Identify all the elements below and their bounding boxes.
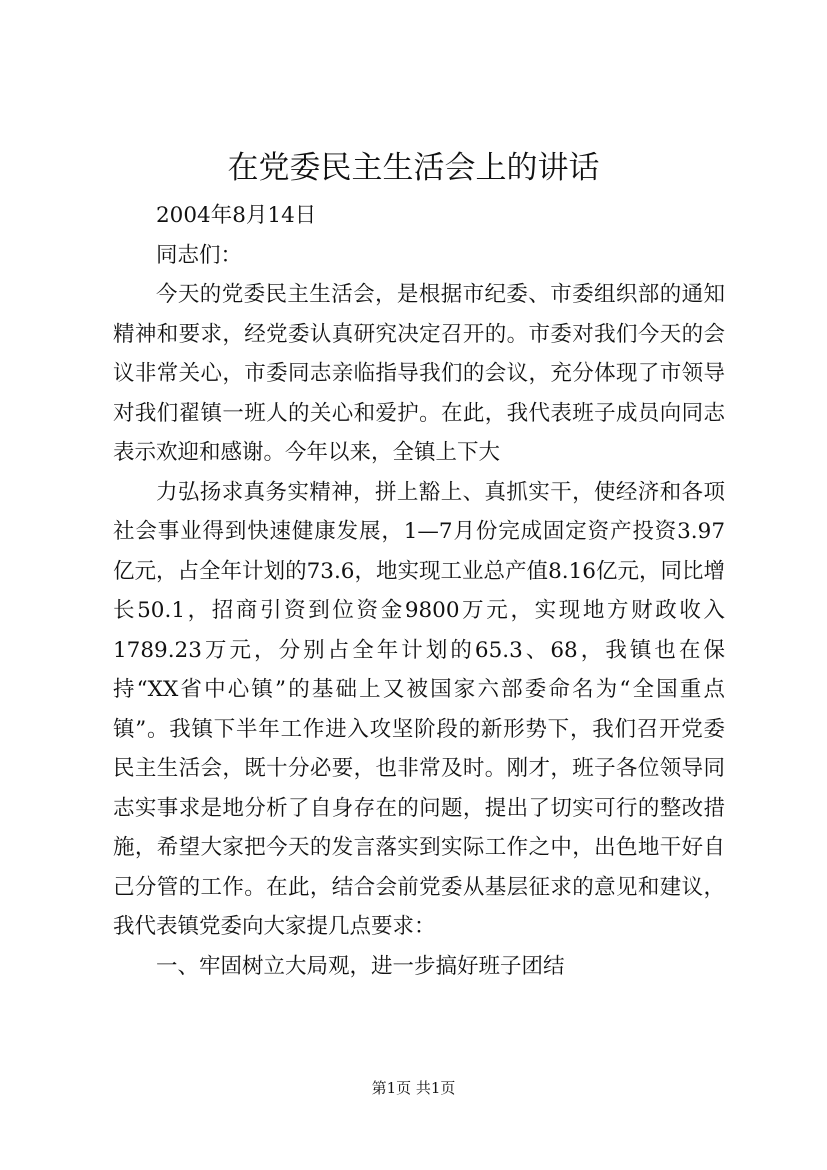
document-date: 2004年8月14日 — [156, 203, 317, 228]
paragraph: 力弘扬求真务实精神，拼上豁上、真抓实干，使经济和各项社会事业得到快速健康发展，1—7月份完成固定资产投资3.97亿元，占全年计划的73.6，地实现工业总产值8.16亿元，同比增长50.1，招商引资到位资金9800万元，实现地方财政收入1789.23万元，分别占全年计划的65.3、68，我镇也在保持“XX省中心镇”的基础上又被国家六部委命名为“全国重点镇”。我镇下半年工作进入攻坚阶段的新形势下，我们召开党委民主生活会，既十分必要，也非常及时。刚才，班子各位领导同志实事求是地分析了自身存在的问题，提出了切实可行的整改措施，希望大家把今天的发言落实到实际工作之中，出色地干好自己分管的工作。在此，结合会前党委从基层征求的意见和建议，我代表镇党委向大家提几点要求： — [113, 479, 725, 939]
section-heading: 一、牢固树立大局观，进一步搞好班子团结 — [156, 953, 565, 979]
document-title: 在党委民主生活会上的讲话 — [227, 150, 600, 186]
page-footer: 第1页 共1页 — [371, 1079, 456, 1097]
paragraph: 今天的党委民主生活会，是根据市纪委、市委组织部的通知精神和要求，经党委认真研究决定召开的。市委对我们今天的会议非常关心，市委同志亲临指导我们的会议，充分体现了市领导对我们翟镇一班人的关心和爱护。在此，我代表班子成员向同志表示欢迎和感谢。今年以来，全镇上下大 — [113, 282, 725, 465]
salutation: 同志们： — [156, 242, 243, 268]
document-body — [113, 196, 725, 986]
